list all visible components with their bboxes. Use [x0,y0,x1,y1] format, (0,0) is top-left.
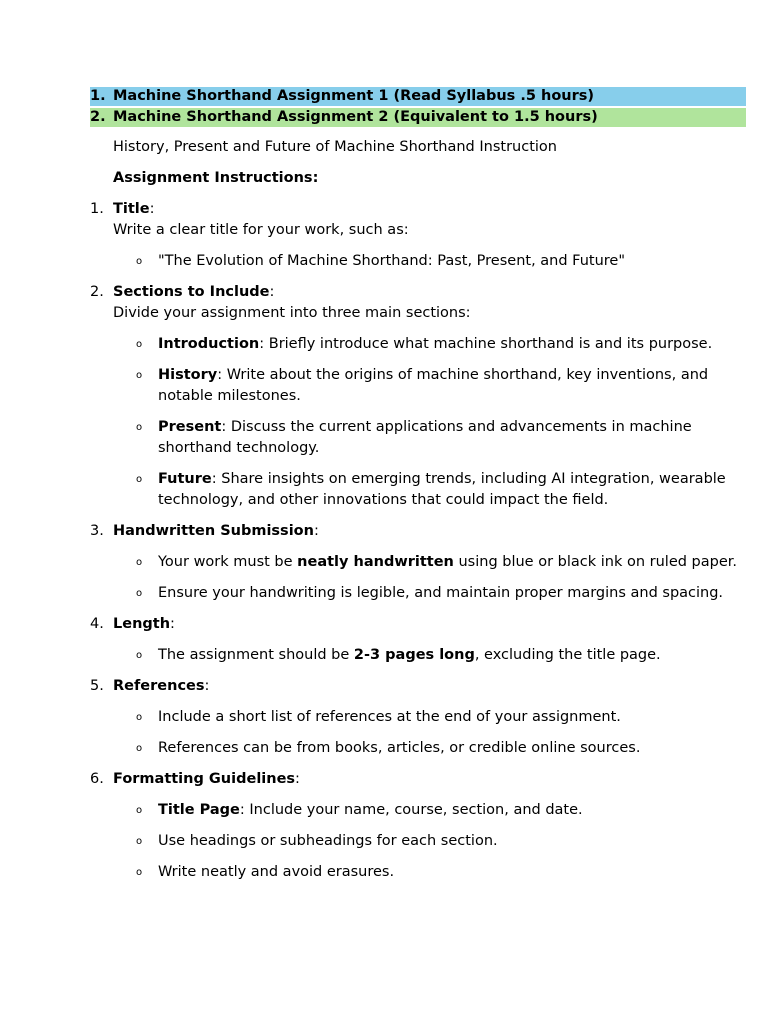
bullet-marker-icon: o [136,650,143,661]
bullet-marker-icon: o [136,836,143,847]
bullet-item [90,334,746,355]
assignment-2-number: 2. [90,109,106,125]
bullet-item [90,417,746,459]
bullet-text: Include a short list of references at the end of your assignment. [158,709,621,725]
item-title-suffix: : [295,771,300,787]
bullet-item [90,707,746,728]
bullet-marker-icon: o [136,474,143,485]
bullet-item [90,583,746,604]
bullet-text: The assignment should be [158,647,354,663]
item-title-suffix: : [313,523,319,539]
bullet-item [90,831,746,852]
bullet-marker-icon: o [136,256,143,267]
bullet-text: : Write about the origins of machine shorthand, key inventions, and notable milestones. [158,367,709,404]
bullet-text: : Discuss the current applications and advancements in machine shorthand technology. [158,419,692,456]
item-number: 3. [90,523,104,539]
bullet-item [90,469,746,511]
assignment-1-title: Machine Shorthand Assignment 1 (Read Syllabus .5 hours) [113,88,595,104]
bullet-marker-icon: o [136,805,143,816]
item-description: Divide your assignment into three main sections: [113,305,471,321]
instruction-item [90,199,746,241]
bullet-bold-text: History [158,367,218,383]
instruction-item [90,282,746,324]
bullet-marker-icon: o [136,712,143,723]
bullet-text: References can be from books, articles, or credible online sources. [158,740,641,756]
assignment-2-heading [90,108,746,127]
bullet-text: using blue or black ink on ruled paper. [453,554,738,570]
document-page [90,87,746,883]
item-title-suffix: : [204,678,210,694]
instruction-item [90,769,746,790]
bullet-marker-icon: o [136,557,143,568]
bullet-bold-text: 2-3 pages long [353,647,475,663]
item-number: 6. [90,771,104,787]
item-title: Formatting Guidelines [113,771,296,787]
item-title: Sections to Include [113,284,270,300]
bullet-text: : Include your name, course, section, and date. [239,802,583,818]
bullet-item [90,862,746,883]
bullet-marker-icon: o [136,339,143,350]
bullet-marker-icon: o [136,867,143,878]
bullet-item [90,738,746,759]
item-title-suffix: : [170,616,175,632]
bullet-item [90,800,746,821]
assignment-1-heading [90,87,746,106]
bullet-text: Write neatly and avoid erasures. [158,864,395,880]
bullet-bold-text: Title Page [158,802,240,818]
item-title: Handwritten Submission [113,523,314,539]
bullet-item [90,365,746,407]
assignment-1-number: 1. [90,88,106,104]
bullet-bold-text: Future [158,471,212,487]
bullet-item [90,552,746,573]
instruction-list [90,199,746,883]
bullet-marker-icon: o [136,743,143,754]
bullet-text: , excluding the title page. [474,647,661,663]
bullet-item [90,645,746,666]
item-number: 5. [90,678,104,694]
instruction-item [90,521,746,542]
item-number: 2. [90,284,104,300]
instruction-item [90,614,746,635]
bullet-marker-icon: o [136,422,143,433]
bullet-bold-text: Introduction [158,336,260,352]
bullet-text: Ensure your handwriting is legible, and maintain proper margins and spacing. [158,585,724,601]
item-title: Title [113,201,150,217]
item-title: Length [113,616,171,632]
bullet-text: "The Evolution of Machine Shorthand: Past, Present, and Future" [158,253,626,269]
assignment-2-title: Machine Shorthand Assignment 2 (Equivalent to 1.5 hours) [113,109,598,125]
item-number: 4. [90,616,104,632]
bullet-text: Your work must be [158,554,298,570]
instruction-item [90,676,746,697]
item-number: 1. [90,201,104,217]
item-title-suffix: : [269,284,275,300]
bullet-text: : Share insights on emerging trends, including AI integration, wearable technology, and other innovations that could impact the field. [158,471,726,508]
item-description: Write a clear title for your work, such as: [113,222,409,238]
instructions-heading: Assignment Instructions: [113,170,319,186]
bullet-item [90,251,746,272]
bullet-bold-text: neatly handwritten [297,554,454,570]
bullet-text: Use headings or subheadings for each section. [158,833,498,849]
bullet-marker-icon: o [136,588,143,599]
bullet-marker-icon: o [136,370,143,381]
item-title-suffix: : [149,201,155,217]
subtitle: History, Present and Future of Machine Shorthand Instruction [113,139,557,155]
bullet-text: : Briefly introduce what machine shorthand is and its purpose. [259,336,713,352]
item-title: References [113,678,205,694]
bullet-bold-text: Present [158,419,222,435]
